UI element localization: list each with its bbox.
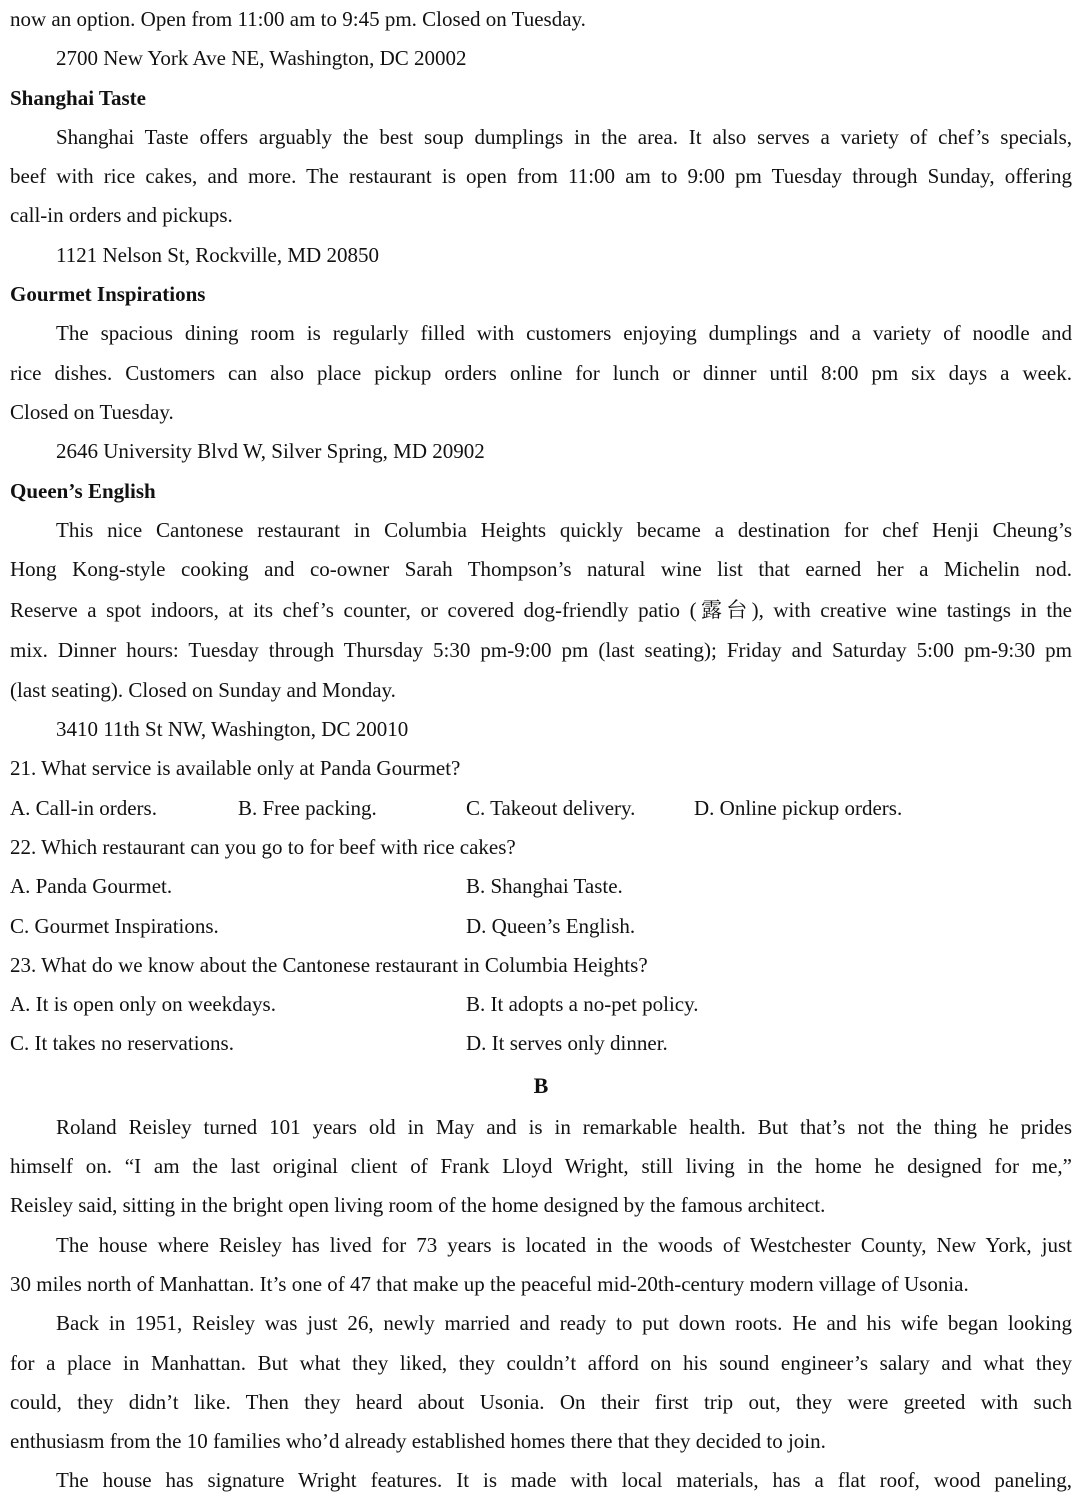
- shanghai-taste-address: 1121 Nelson St, Rockville, MD 20850: [56, 242, 379, 267]
- paragraph-line: Hong Kong-style cooking and co-owner Sarah Thompson’s natural wine list that earned her a Michelin nod.: [10, 557, 1072, 582]
- option-a[interactable]: A. Panda Gourmet.: [10, 874, 173, 899]
- option-c[interactable]: C. Gourmet Inspirations.: [10, 913, 219, 938]
- paragraph-line: The house where Reisley has lived for 73 years is located in the woods of Westchester County, New York, just: [56, 1232, 1072, 1257]
- paragraph-line: Back in 1951, Reisley was just 26, newly married and ready to put down roots. He and his wife began looking: [56, 1311, 1072, 1336]
- paragraph-line: beef with rice cakes, and more. The restaurant is open from 11:00 am to 9:00 pm Tuesday through Sunday, offering: [10, 164, 1072, 189]
- paragraph-line: rice dishes. Customers can also place pickup orders online for lunch or dinner until 8:00 pm six days a week.: [10, 360, 1072, 385]
- exam-page: [10, 0, 1072, 1501]
- question-stem-23: 23. What do we know about the Cantonese restaurant in Columbia Heights?: [10, 952, 648, 977]
- paragraph-line: (last seating). Closed on Sunday and Monday.: [10, 677, 396, 702]
- question-options-21: [10, 789, 1072, 828]
- restaurant-name-gourmet-inspirations: Gourmet Inspirations: [10, 282, 206, 307]
- option-a[interactable]: A. It is open only on weekdays.: [10, 992, 276, 1017]
- option-d[interactable]: D. Online pickup orders.: [694, 795, 903, 820]
- option-b[interactable]: B. Shanghai Taste.: [466, 874, 623, 899]
- paragraph-line: enthusiasm from the 10 families who’d already established homes there that they decided to join.: [10, 1429, 826, 1454]
- option-b[interactable]: B. Free packing.: [238, 795, 377, 820]
- queens-english-address: 3410 11th St NW, Washington, DC 20010: [56, 717, 409, 742]
- paragraph-line: could, they didn’t like. Then they heard about Usonia. On their first trip out, they were greeted with such: [10, 1389, 1072, 1414]
- restaurant-name-shanghai-taste: Shanghai Taste: [10, 85, 146, 110]
- option-d[interactable]: D. It serves only dinner.: [466, 1031, 668, 1056]
- paragraph-line: mix. Dinner hours: Tuesday through Thursday 5:30 pm-9:00 pm (last seating); Friday and Saturday 5:00 pm-9:30 pm: [10, 638, 1072, 663]
- option-a[interactable]: A. Call-in orders.: [10, 795, 157, 820]
- section-heading-b: B: [533, 1072, 549, 1098]
- paragraph-line: This nice Cantonese restaurant in Columbia Heights quickly became a destination for chef Henji Cheung’s: [56, 517, 1072, 542]
- paragraph-line: The spacious dining room is regularly filled with customers enjoying dumplings and a variety of noodle and: [56, 321, 1072, 346]
- question-options-22-row2: [10, 907, 1072, 946]
- paragraph-line: 30 miles north of Manhattan. It’s one of 47 that make up the peaceful mid-20th-century modern village of Usonia.: [10, 1271, 969, 1296]
- paragraph-line: Reserve a spot indoors, at its chef’s counter, or covered dog-friendly patio (露台), with creative wine tastings in the: [10, 598, 1072, 623]
- paragraph-line: call-in orders and pickups.: [10, 203, 233, 228]
- panda-gourmet-hours-line: now an option. Open from 11:00 am to 9:45 pm. Closed on Tuesday.: [10, 7, 586, 31]
- question-stem-21: 21. What service is available only at Panda Gourmet?: [10, 756, 461, 781]
- paragraph-line: Closed on Tuesday.: [10, 399, 174, 424]
- paragraph-line: for a place in Manhattan. But what they liked, they couldn’t afford on his sound engineer’s salary and what they: [10, 1350, 1072, 1375]
- question-options-23-row1: [10, 985, 1072, 1024]
- paragraph-line: The house has signature Wright features. It is made with local materials, has a flat roof, wood paneling,: [56, 1468, 1072, 1493]
- paragraph-line: Shanghai Taste offers arguably the best soup dumplings in the area. It also serves a variety of chef’s specials,: [56, 124, 1072, 149]
- question-options-22-row1: [10, 867, 1072, 906]
- panda-gourmet-address: 2700 New York Ave NE, Washington, DC 20002: [56, 46, 467, 71]
- restaurant-name-queens-english: Queen’s English: [10, 478, 156, 503]
- question-stem-22: 22. Which restaurant can you go to for beef with rice cakes?: [10, 834, 516, 859]
- option-d[interactable]: D. Queen’s English.: [466, 913, 636, 938]
- paragraph-line: Reisley said, sitting in the bright open living room of the home designed by the famous architect.: [10, 1193, 826, 1218]
- question-options-23-row2: [10, 1024, 1072, 1063]
- paragraph-line: Roland Reisley turned 101 years old in May and is in remarkable health. But that’s not the thing he prides: [56, 1114, 1072, 1139]
- option-c[interactable]: C. It takes no reservations.: [10, 1031, 234, 1056]
- gourmet-inspirations-address: 2646 University Blvd W, Silver Spring, MD 20902: [56, 439, 485, 464]
- paragraph-line: himself on. “I am the last original client of Frank Lloyd Wright, still living in the home he designed for me,”: [10, 1154, 1072, 1179]
- option-b[interactable]: B. It adopts a no-pet policy.: [466, 992, 699, 1017]
- option-c[interactable]: C. Takeout delivery.: [466, 795, 636, 820]
